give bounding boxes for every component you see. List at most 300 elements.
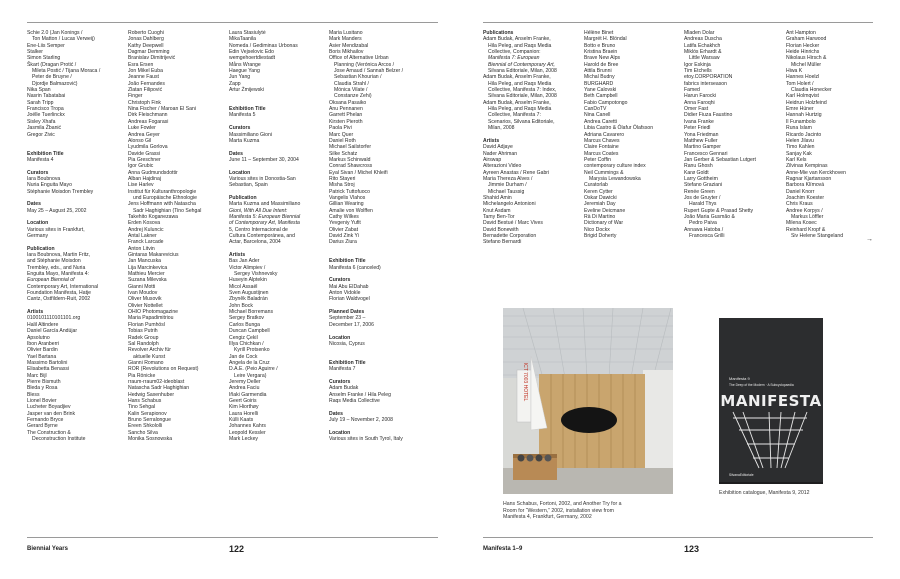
column-entry: Collective, Manifesta 7: [488,112,541,119]
column-entry: Zlatan Filipović [128,87,163,94]
column-entry: fabrics interseason [684,80,727,87]
column-entry: Lucheter Boyadjiev [27,404,71,411]
column-entry: David Bestué / Marc Vives [483,220,543,227]
column-entry: Hannah Hurtzig [786,112,822,119]
column-entry: Collective, Companion: [488,49,541,56]
column-entry: Leire Vergara) [234,372,267,379]
column-entry: Franck Larcade [128,239,164,246]
column-entry: Alonso Gil [128,137,152,144]
column-entry: Sven Augustijnen [229,290,269,297]
column-entry: Ene-Liis Semper [27,42,65,49]
column-entry: Daniel García Andújar [27,328,78,335]
column-entry: European Biennial of [27,277,75,284]
continuation-arrow: → [866,236,873,243]
column-entry: Sadr Haghighian (Tino Sehgal [133,207,202,214]
column-entry: Michel Müller [791,61,822,68]
column-entry: Tamy Ben-Tor [483,213,515,220]
column-entry: MikaTaanila [229,36,257,43]
column-entry: Markus Löffler [791,213,824,220]
section-heading: Location [27,220,49,227]
column-entry: Kathy Deepwell [128,42,164,49]
column-entry: Joëlle Tuerlinckx [27,112,65,119]
column-entry: Külli Kaats [229,416,254,423]
section-heading: Artists [27,309,44,316]
section-heading: Location [329,429,351,436]
column-entry: Renée Green [684,188,715,195]
column-entry: Annawa Hatoba / [684,226,724,233]
column-entry: Andrea Geyer [128,131,160,138]
column-entry: Various sites in Frankfurt, [27,226,85,233]
column-entry: Yevgeniy Yufit [329,220,361,227]
left-column-2 [128,30,224,442]
column-entry: Finger [128,93,143,100]
column-entry: Anne-Mie van Kerckhoven [786,169,846,176]
column-entry: Marcus Coates [584,150,619,157]
column-entry: Simon Starling [27,55,61,62]
sign-text: ICT 7003 HOTEL [522,362,528,402]
column-entry: Rä Di Martino [584,213,616,220]
column-entry: Runa Islam [786,125,812,132]
column-entry: Anselm Franke / Hila Peleg [329,391,391,398]
column-entry: aktuelle Kunst [133,353,166,360]
column-entry: Ranu Ghosh [684,163,713,170]
column-entry: Garrett Phelan [329,112,363,119]
column-entry: Oksana Pasaiko [329,99,367,106]
column-entry: Nico Dockx [584,226,610,233]
column-entry: Nader Ahriman [483,150,518,157]
column-entry: Milan, 2008 [488,125,515,132]
column-entry: Daniel Knorr [786,188,815,195]
column-entry: Bas Jan Ader [229,258,260,265]
right-column-3 [684,30,776,239]
catalogue-cover [719,318,823,484]
column-entry: Anton Vidokle [329,290,361,297]
column-entry: Nicosia, Cyprus [329,340,365,347]
column-entry: Karl Holmqvist [786,93,819,100]
column-entry: Suzana Milevska [128,277,167,284]
column-entry: Hila Peleg, and Raqs Media [488,106,552,113]
column-entry: Mark Leckey [229,436,258,442]
column-entry: und Europäische Ethnologie [133,194,197,201]
section-heading: Curators [329,378,351,385]
column-entry: Anu Pennanen [329,106,363,113]
column-entry: OHIO Photomagazine [128,309,179,316]
column-entry: Jon Mikel Euba [128,68,163,75]
column-entry: BURGHARD [584,80,614,87]
column-entry: Bruno Serralongue [128,416,171,423]
catalogue-line2: The Deep of the Modern · A Subcyclopaedia [729,383,794,387]
column-entry: Carlos Bunga [229,321,260,328]
column-entry: Constanze Zehi) [334,93,372,100]
photo-caption-line: Hans Schabus, Fortoni, 2002, and Another Try for a [503,501,622,507]
right-footer-title: Manifesta 1–9 [483,546,523,552]
column-entry: Esra Ersen [128,61,154,68]
column-entry: ROR (Revolutions on Request) [128,366,199,373]
column-entry: Graham Harwood [786,36,827,43]
column-entry: Laura Stasiulytė [229,30,266,36]
column-entry: Michal Budny [584,74,615,81]
column-entry: Ereen Shkololli [128,423,163,430]
column-entry: Davide Grassi [128,150,161,157]
column-entry: Jens Hoffmann with Natascha [128,201,196,208]
section-heading: Exhibition Title [229,106,266,113]
column-entry: Takehito Koganezawa [128,213,179,220]
column-entry: Claire Fontaine [584,144,619,151]
column-entry: Anna Faroqhi [684,99,715,106]
column-entry: Manifesta 6 (canceled) [329,264,381,271]
column-entry: Kristina Braein [584,49,618,56]
column-entry: 0100101110101101.org [27,315,81,322]
column-entry: Sancho Silva [128,429,158,436]
section-heading: Curators [329,277,351,284]
column-entry: and Stéphanie Moisdon [27,258,81,265]
column-entry: July 19 – November 2, 2008 [329,416,393,423]
column-entry: Office of Alternative Urban [329,55,389,62]
left-top-rule [27,22,438,23]
column-entry: Tom Holert / [786,80,814,87]
column-entry: Peter Coffin [584,156,611,163]
column-entry: Claudia Honecker [791,87,832,94]
column-entry: Andrea Faciu [229,385,260,392]
column-entry: Škart (Dragan Protić / [27,61,77,68]
column-entry: Zbynĕk Baladrán [229,296,268,303]
column-entry: wemgehoertdiestadt [229,55,276,62]
section-heading: Exhibition Title [329,258,366,265]
column-entry: Massimo Bartolini [27,359,68,366]
section-heading: Dates [27,201,41,208]
column-entry: Cathy Wilkes [329,213,359,220]
section-heading: Publication [27,245,55,252]
column-entry: Latifa Echakhch [684,42,721,49]
column-entry: Zapp [229,80,241,87]
column-entry: Kyrill Protsenko [234,347,270,354]
column-entry: David Adjaye [483,144,513,151]
column-entry: Omer Fast [684,106,709,113]
left-column-4 [329,30,429,442]
column-entry: Vangelis Vlahos [329,194,366,201]
column-entry: Andree Korpys / [786,207,823,214]
column-entry: Michael Borremans [229,309,274,316]
column-entry: Brigid Doherty [584,233,617,239]
installation-photo [503,308,673,494]
column-entry: The Construction & [27,429,71,436]
column-entry: Kim Hiorthøy [229,404,259,411]
column-entry: Paola Pivi [329,125,352,132]
column-entry: Il Funambolo [786,118,816,125]
column-entry: Bless [27,391,40,398]
column-entry: Ivan Moudov [128,290,158,297]
section-heading: Publication [229,194,257,201]
catalogue-wordmark: MANIFESTA [720,392,822,410]
column-entry: Rupert Gupte & Prasad Shetty [684,207,754,214]
column-entry: Harun Farocki [684,93,717,100]
column-entry: Emre Hüner [786,106,814,113]
column-entry: Sebastian Khourian / [334,74,382,81]
column-entry: Marc Bijl [27,372,47,379]
column-entry: Hélène Binet [584,30,614,36]
column-entry: Biennial of Contemporary Art, [488,61,555,68]
column-entry: Alterazioni Video [483,163,522,170]
column-entry: Anton Litvin [128,245,155,252]
column-entry: Gioni, With All Due Intent: [229,207,288,214]
column-entry: Oskar Dawicki [584,194,617,201]
column-entry: Florian Waldvogel [329,296,370,303]
column-entry: Brave New Alps [584,55,621,62]
column-entry: Rito Stayeri [329,175,356,182]
column-entry: Dictionary of War [584,220,624,227]
column-entry: Andreas Duscha [684,36,722,43]
column-entry: Curatorlab [584,182,608,189]
column-entry: Mónica Vilate / [334,87,368,94]
column-entry: Maria Thereza Alves / [483,175,533,182]
section-heading: Location [329,334,351,341]
column-entry: Eveline Deicmane [584,207,626,214]
catalogue-publisher: SilvanaEditoriale [729,473,754,477]
column-entry: Chris Kraus [786,201,813,208]
column-entry: Silvana Editoriale, Milan, 2008 [488,93,557,100]
section-heading: Curators [229,125,251,132]
right-top-rule [483,22,873,23]
installation-photo-graphic [503,308,673,494]
column-entry: December 17, 2006 [329,321,374,328]
column-entry: Peter de Bruyne / [32,74,72,81]
column-entry: Pierre Bismuth [27,378,61,385]
column-entry: Contemporary Art, International [27,283,99,290]
column-entry: Iñaki Garmendia [229,391,267,398]
column-entry: Fernando Bryce [27,416,64,423]
column-entry: Jan de Cock [229,353,258,360]
column-entry: Knut Asdam [483,207,511,214]
column-entry: Milena Kosec [786,220,817,227]
column-entry: Andrej Kuluncic [128,226,164,233]
column-entry: Christoph Fink [128,99,161,106]
column-entry: Nina Canell [584,112,611,119]
column-entry: Francisco Tropa [27,106,64,113]
column-entry: Hannes Hoelzl [786,74,820,81]
right-bottom-rule [483,537,873,538]
column-entry: Iara Boubnova [27,175,61,182]
column-entry: Margrét H. Blöndal [584,36,627,43]
column-entry: September 23 – [329,315,366,322]
column-entry: Peter Friedl [684,125,711,132]
column-entry: Jasmila Žbanić [27,125,62,132]
column-entry: Adam Budak, Anselm Franke, [483,36,551,43]
column-entry: Edin Vejselovic Edo [229,49,274,56]
column-entry: Maria Papadimitriou [128,315,174,322]
column-entry: Mileta Postić / Tijana Moraca / [32,68,101,75]
column-entry: Lija Marcinkevica [128,264,168,271]
column-entry: Florian Hecker [786,42,820,49]
column-entry: Andreas Fogarasi [128,118,169,125]
column-entry: Jun Yang [229,74,251,81]
column-entry: Cultura Contemporánea, and [229,233,295,239]
column-entry: Sarah Tripp [27,99,54,106]
column-entry: Conrad Shawcross [329,163,373,170]
column-entry: contemporary culture index [584,163,646,170]
catalogue-caption: Exhibition catalogue, Manifesta 9, 2012 [719,490,810,496]
column-entry: Claudia Strahl / [334,80,369,87]
column-entry: Scenarios, Silvana Editoriale, [488,118,555,125]
column-entry: Jeanne Faust [128,74,159,81]
column-entry: Zilvinas Kempinas [786,163,828,170]
column-entry: Florian Pumhösl [128,321,165,328]
left-column-1 [27,30,123,442]
column-entry: Boris Mikhailov [329,49,364,56]
right-column-1 [483,30,575,246]
column-entry: Famed [684,87,700,94]
column-entry: Adam Budak, Anselm Franke, [483,99,551,106]
column-entry: Nasrin Tabatabai [27,93,66,100]
right-column-2 [584,30,676,239]
column-entry: Natascha Sadr Haghighian [128,385,190,392]
column-entry: Amalie von Wolffen [329,207,373,214]
column-entry: Manifesta 7 [329,366,356,373]
column-entry: Marta Kuzma and Massimiliano [229,201,301,208]
column-entry: Olivier Nottellet [128,302,163,309]
column-entry: Ayreen Anastas / Rene Gabri [483,169,550,176]
column-entry: Barbora Klímová [786,182,825,189]
left-page-number: 122 [229,544,245,554]
column-entry: Artur Żmijewski [229,87,264,94]
column-entry: Eyal Sivan / Michel Khleifi [329,169,388,176]
column-entry: Adriana Cavarero [584,131,625,138]
column-entry: Hedwig Saxenhuber [128,391,175,398]
column-entry: Mark Manders [329,36,362,43]
column-entry: Gillian Wearing [329,201,364,208]
column-entry: Hiwa K [786,68,803,75]
column-entry: etoy.CORPORATION [684,74,733,81]
section-heading: Exhibition Title [329,359,366,366]
column-entry: Jan Mancuska [128,258,161,265]
left-column-3 [229,30,325,442]
column-entry: Darius Ziura [329,239,357,246]
column-entry: Bleda y Rosa [27,385,58,392]
column-entry: Silvana Editoriale, Milan, 2008 [488,68,557,75]
column-entry: Apsolutno [27,334,50,341]
column-entry: Germany [27,233,49,239]
column-entry: Actar, Barcelona, 2004 [229,239,281,246]
right-page-number: 123 [684,544,700,554]
column-entry: Gintaras Makarevicius [128,252,179,259]
column-entry: Monika Sosnowska [128,436,173,442]
column-entry: Neil Cummings & [584,169,624,176]
column-entry: Timo Kahlen [786,144,815,151]
column-entry: Jeremiah Day [584,201,616,208]
column-entry: Botto e Bruno [584,42,616,49]
column-entry: Antal Lakner [128,233,157,239]
column-entry: Yona Friedman [684,131,719,138]
column-entry: Karø Goldt [684,169,709,176]
section-heading: Dates [229,150,243,157]
column-entry: Shahid Amin [483,194,512,201]
column-entry: Dirk Fleischmann [128,112,168,119]
section-heading: Curators [27,169,49,176]
column-entry: Various sites in Donostia-San [229,175,296,182]
column-entry: Erden Kosova [128,220,161,227]
column-entry: Nina Fischer / Maroan El Sani [128,106,196,113]
column-entry: Michelangelo Antonioni [483,201,536,208]
column-entry: Gianni Romano [128,359,164,366]
column-entry: Olivier Bardin [27,347,58,354]
right-column-4 [786,30,872,239]
column-entry: Francesco Gennari [684,150,728,157]
column-entry: Manifesta 4 [27,156,54,163]
column-entry: Yael Bartana [27,353,57,360]
column-entry: Ricardo Jacinto [786,131,822,138]
column-entry: Stefano Bernardi [483,239,522,246]
column-entry: Sergey Vishnevsky [234,271,278,278]
column-entry: Pia Greschner [128,156,161,163]
column-entry: Larry Gottheim [684,175,718,182]
column-entry: João Maria Gusmão & [684,213,735,220]
column-entry: Angela de la Cruz [229,359,270,366]
column-entry: rraum-rraum02-ideoblast [128,378,185,385]
column-entry: Pedro Paiva [689,220,717,227]
column-entry: Andrea Caretti [584,118,617,125]
section-heading: Artists [229,252,246,259]
column-entry: Hila Peleg, and Raqs Media [488,80,552,87]
column-entry: Adam Budak, Anselm Franke, [483,74,551,81]
column-entry: Michael Taussig [488,188,525,195]
column-entry: Didier Fiuza Faustino [684,112,733,119]
photo-caption-line: Manifesta 4, Frankfurt, Germany, 2002 [503,514,592,521]
column-entry: Illya Chichkan / [229,340,264,347]
column-entry: Cantz, Ostfildern-Ruit, 2002 [27,296,91,303]
column-entry: Marta Kuzma [229,137,260,144]
column-entry: Tino Sehgal [128,404,156,411]
column-entry: Marcus Chaves [584,137,620,144]
column-entry: Ton Matton / Lucas Verweij) [32,36,95,43]
column-entry: Luke Fowler [128,125,156,132]
column-entry: Geert Goiris [229,397,257,404]
column-entry: Joachim Koester [786,194,825,201]
column-entry: Trembley, eds., and Nuria [27,264,86,271]
column-entry: Kalin Serapionov [128,410,167,417]
column-entry: Daniel Roth [329,137,356,144]
column-entry: Kirsten Pieroth [329,118,363,125]
column-entry: CanDoTV [584,106,607,113]
column-entry: David Zink Yi [329,233,359,239]
section-heading: Artists [483,137,500,144]
column-entry: Libia Castro & Ólafur Ólafsson [584,125,654,132]
column-entry: Heide Hinrichs [786,49,820,56]
photo-caption-line: Room for “Western,” 2002, installation view from [503,507,614,514]
column-entry: Lise Harlev [128,182,154,189]
column-entry: Stefano Graziani [684,182,723,189]
column-entry: Karl Kels [786,156,807,163]
column-entry: Maria Lusitano [329,30,363,36]
column-entry: Jos de Gruyter / [684,194,721,201]
column-entry: Nuria Enguita Mayo [27,182,72,189]
column-entry: Ragnar Kjartansson [786,175,832,182]
column-entry: Hans Schabus [128,397,162,404]
section-heading: Location [229,169,251,176]
column-entry: Cengiz Çekil [229,334,258,341]
column-entry: Helen Jilavu [786,137,814,144]
column-entry: Dagmar Demming [128,49,170,56]
column-entry: Jeremy Deller [229,378,261,385]
column-entry: Sergey Bratkov [229,315,264,322]
column-entry: Gregor Zivic [27,131,55,138]
column-entry: Matthew Fuller [684,137,718,144]
column-entry: John Bock [229,302,253,309]
column-entry: Ant Hampton [786,30,816,36]
column-entry: Asier Mendizabal [329,42,369,49]
catalogue-line1: Manifesta 9 [729,376,750,381]
column-entry: Harald Thys [689,201,717,208]
column-entry: Sisley Xhafa [27,118,56,125]
column-entry: Manifesta 7: European [488,55,540,62]
